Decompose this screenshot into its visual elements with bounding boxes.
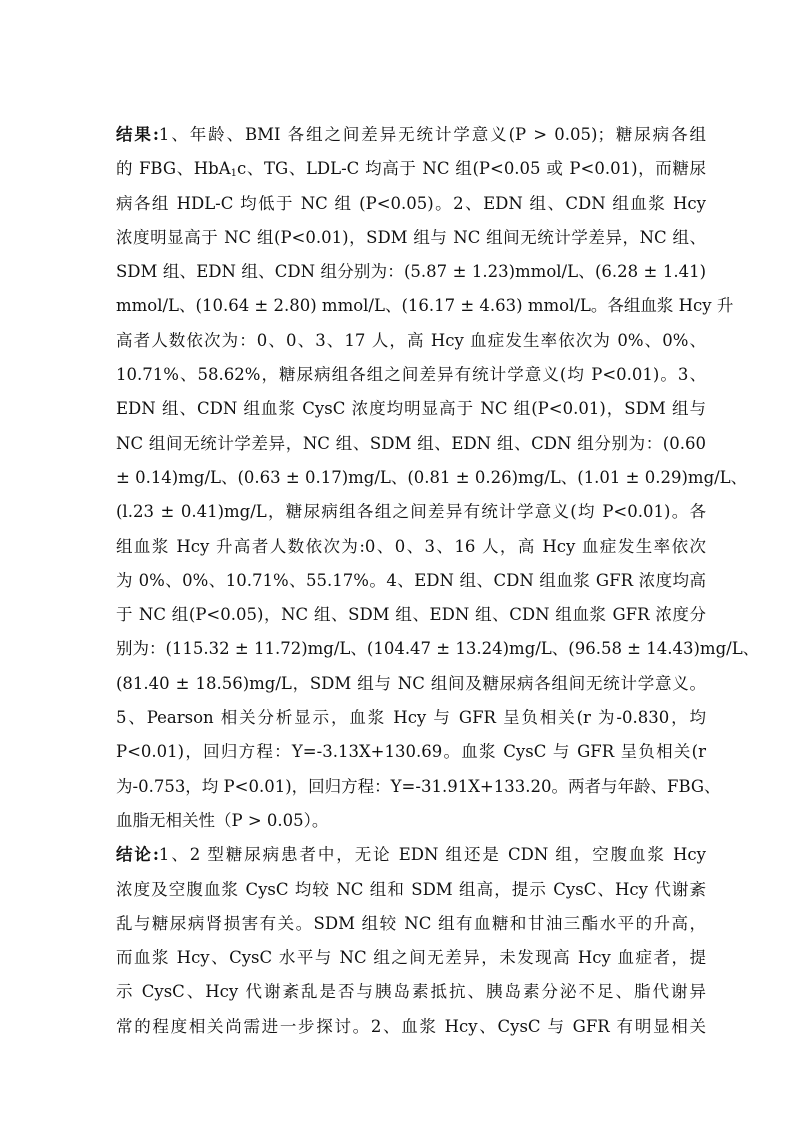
- conclusion-line-5: 示 CysC、Hcy 代谢紊乱是否与胰岛素抵抗、胰岛素分泌不足、脂代谢异: [116, 982, 706, 1002]
- document-page: [116, 118, 760, 1044]
- results-line-21: 血脂无相关性（P > 0.05）。: [116, 810, 329, 830]
- results-line-5: SDM 组、EDN 组、CDN 组分别为：(5.87 ± 1.23)mmol/L、(6.28 ± 1.41): [116, 262, 706, 282]
- results-line-20: 为-0.753，均 P<0.01)，回归方程：Y=-31.91X+133.20。两者与年龄、FBG、: [116, 776, 721, 796]
- results-line-4: 浓度明显高于 NC 组(P<0.01)，SDM 组与 NC 组间无统计学差异，NC 组、: [116, 227, 706, 247]
- conclusion-line-1: 结论:1、2 型糖尿病患者中，无论 EDN 组还是 CDN 组，空腹血浆 Hcy: [116, 845, 706, 865]
- results-line-3: 病各组 HDL-C 均低于 NC 组 (P<0.05)。2、EDN 组、CDN 组血浆 Hcy: [116, 193, 706, 213]
- results-line-12: (l.23 ± 0.41)mg/L，糖尿病组各组之间差异有统计学意义(均 P<0.01)。各: [116, 502, 706, 522]
- conclusion-line-6: 常的程度相关尚需进一步探讨。2、血浆 Hcy、CysC 与 GFR 有明显相关: [116, 1016, 706, 1036]
- results-label: 结果:: [116, 125, 159, 144]
- conclusion-label: 结论:: [116, 845, 159, 865]
- results-line-17: (81.40 ± 18.56)mg/L，SDM 组与 NC 组间及糖尿病各组间无统计学意义。: [116, 673, 706, 693]
- conclusion-line-3: 乱与糖尿病肾损害有关。SDM 组较 NC 组有血糖和甘油三酯水平的升高，: [116, 913, 706, 933]
- results-line-11: ± 0.14)mg/L、(0.63 ± 0.17)mg/L、(0.81 ± 0.26)mg/L、(1.01 ± 0.29)mg/L、: [116, 467, 748, 487]
- results-paragraph: [116, 118, 760, 838]
- conclusion-line-2: 浓度及空腹血浆 CysC 均较 NC 组和 SDM 组高，提示 CysC、Hcy 代谢紊: [116, 879, 706, 899]
- results-line-2: 的 FBG、HbA$_1$c、TG、LDL-C 均高于 NC 组(P<0.05 或 P<0.01)，而糖尿: [116, 159, 706, 180]
- results-line-10: NC 组间无统计学差异，NC 组、SDM 组、EDN 组、CDN 组分别为：(0.60: [116, 433, 706, 453]
- hba-subscript: 1: [230, 168, 238, 180]
- results-line-6: mmol/L、(10.64 ± 2.80) mmol/L、(16.17 ± 4.63) mmol/L。各组血浆 Hcy 升: [116, 296, 734, 316]
- results-line-1: 结果:1、年龄、BMI 各组之间差异无统计学意义(P > 0.05)；糖尿病各组: [116, 125, 707, 144]
- results-line-14: 为 0%、0%、10.71%、55.17%。4、EDN 组、CDN 组血浆 GFR 浓度均高: [116, 570, 706, 590]
- conclusion-line-4: 而血浆 Hcy、CysC 水平与 NC 组之间无差异，未发现高 Hcy 血症者，提: [116, 948, 706, 968]
- conclusion-paragraph: [116, 838, 706, 1044]
- results-line-8: 10.71%、58.62%，糖尿病组各组之间差异有统计学意义(均 P<0.01)。3、: [116, 365, 706, 385]
- results-line-13: 组血浆 Hcy 升高者人数依次为:0、0、3、16 人，高 Hcy 血症发生率依次: [116, 536, 706, 556]
- results-line-18: 5、Pearson 相关分析显示，血浆 Hcy 与 GFR 呈负相关(r 为-0.830，均: [116, 708, 706, 728]
- results-line-19: P<0.01)，回归方程：Y=-3.13X+130.69。血浆 CysC 与 GFR 呈负相关(r: [116, 742, 706, 762]
- results-line-9: EDN 组、CDN 组血浆 CysC 浓度均明显高于 NC 组(P<0.01)，SDM 组与: [116, 399, 706, 419]
- results-line-15: 于 NC 组(P<0.05)，NC 组、SDM 组、EDN 组、CDN 组血浆 GFR 浓度分: [116, 605, 706, 625]
- results-line-7: 高者人数依次为：0、0、3、17 人，高 Hcy 血症发生率依次为 0%、0%、: [116, 330, 706, 350]
- results-line-16: 别为：(115.32 ± 11.72)mg/L、(104.47 ± 13.24)mg/L、(96.58 ± 14.43)mg/L、: [116, 639, 760, 659]
